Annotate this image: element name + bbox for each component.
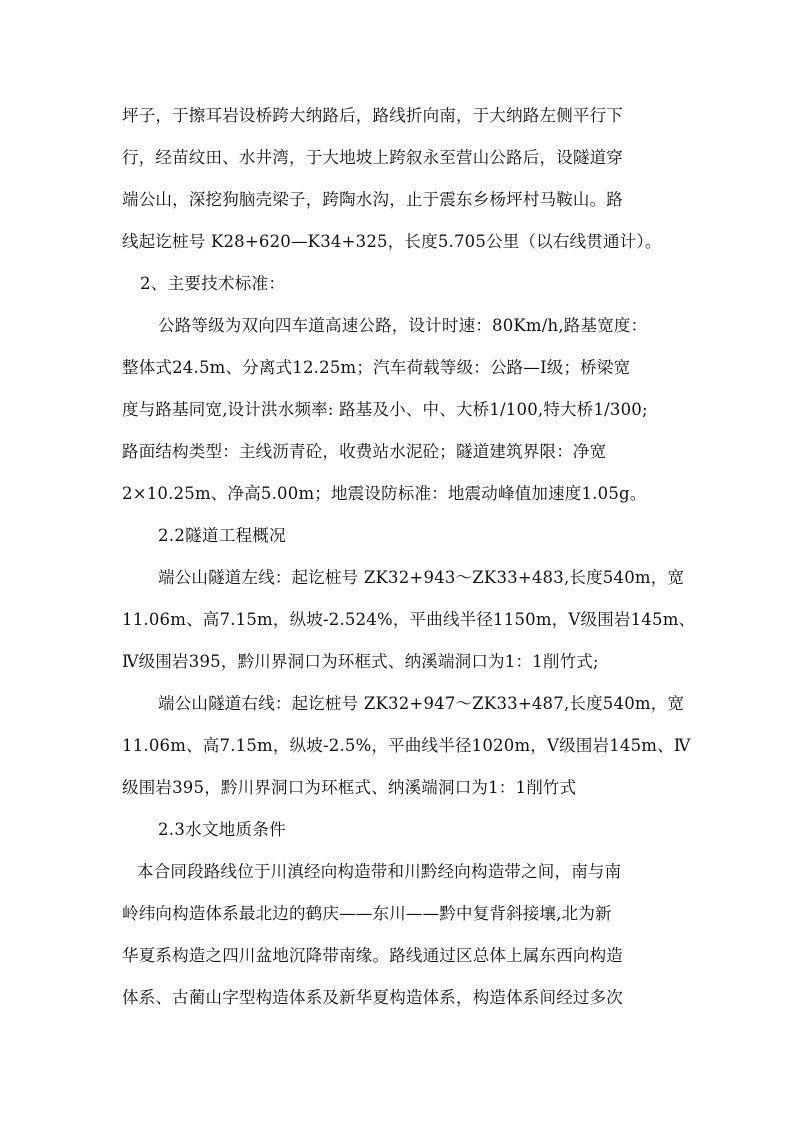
paragraph-tunnel-left-line-1: 端公山隧道左线：起讫桩号 ZK32+943～ZK33+483,长度540m，宽 — [158, 568, 685, 587]
paragraph-geology-line-2: 岭纬向构造体系最北边的鹤庆——东川——黔中复背斜接壤,北为新 — [122, 904, 612, 923]
paragraph-standards-line-4: 路面结构类型：主线沥青砼，收费站水泥砼；隧道建筑界限：净宽 — [122, 442, 607, 461]
heading-technical-standards: 2、主要技术标准： — [140, 274, 286, 293]
paragraph-route-line-3: 端公山，深挖狗脑壳梁子，跨陶水沟，止于震东乡杨坪村马鞍山。路 — [122, 190, 623, 209]
paragraph-tunnel-right-line-2: 11.06m、高7.15m，纵坡-2.5%，平曲线半径1020m，Ⅴ级围岩145m、Ⅳ — [122, 736, 691, 755]
paragraph-tunnel-right-line-1: 端公山隧道右线：起讫桩号 ZK32+947～ZK33+487,长度540m，宽 — [158, 694, 685, 713]
paragraph-geology-line-3: 华夏系构造之四川盆地沉降带南缘。路线通过区总体上属东西向构造 — [122, 946, 623, 965]
paragraph-route-line-4: 线起讫桩号 K28+620—K34+325，长度5.705公里（以右线贯通计）。 — [122, 232, 662, 251]
heading-hydro-geology: 2.3水文地质条件 — [158, 820, 286, 839]
paragraph-geology-line-4: 体系、古蔺山字型构造体系及新华夏构造体系，构造体系间经过多次 — [122, 988, 623, 1007]
paragraph-route-line-2: 行，经苗纹田、水井湾，于大地坡上跨叙永至营山公路后，设隧道穿 — [122, 148, 623, 167]
paragraph-standards-line-5: 2×10.25m、净高5.00m；地震设防标准：地震动峰值加速度1.05g。 — [122, 484, 647, 503]
paragraph-standards-line-2: 整体式24.5m、分离式12.25m；汽车荷载等级：公路—Ⅰ级；桥梁宽 — [122, 358, 631, 377]
paragraph-geology-line-1: 本合同段路线位于川滇经向构造带和川黔经向构造带之间，南与南 — [137, 862, 622, 881]
paragraph-tunnel-right-line-3: 级围岩395，黔川界洞口为环框式、纳溪端洞口为1：1削竹式 — [122, 778, 577, 797]
heading-tunnel-overview: 2.2隧道工程概况 — [158, 526, 286, 545]
paragraph-route-line-1: 坪子，于擦耳岩设桥跨大纳路后，路线折向南，于大纳路左侧平行下 — [122, 106, 623, 125]
paragraph-standards-line-1: 公路等级为双向四车道高速公路，设计时速：80Km/h,路基宽度： — [158, 316, 648, 335]
paragraph-tunnel-left-line-3: Ⅳ级围岩395，黔川界洞口为环框式、纳溪端洞口为1：1削竹式; — [122, 652, 599, 671]
paragraph-tunnel-left-line-2: 11.06m、高7.15m，纵坡-2.524%，平曲线半径1150m，Ⅴ级围岩145m、 — [122, 610, 696, 629]
paragraph-standards-line-3: 度与路基同宽,设计洪水频率: 路基及小、中、大桥1/100,特大桥1/300; — [122, 400, 648, 419]
